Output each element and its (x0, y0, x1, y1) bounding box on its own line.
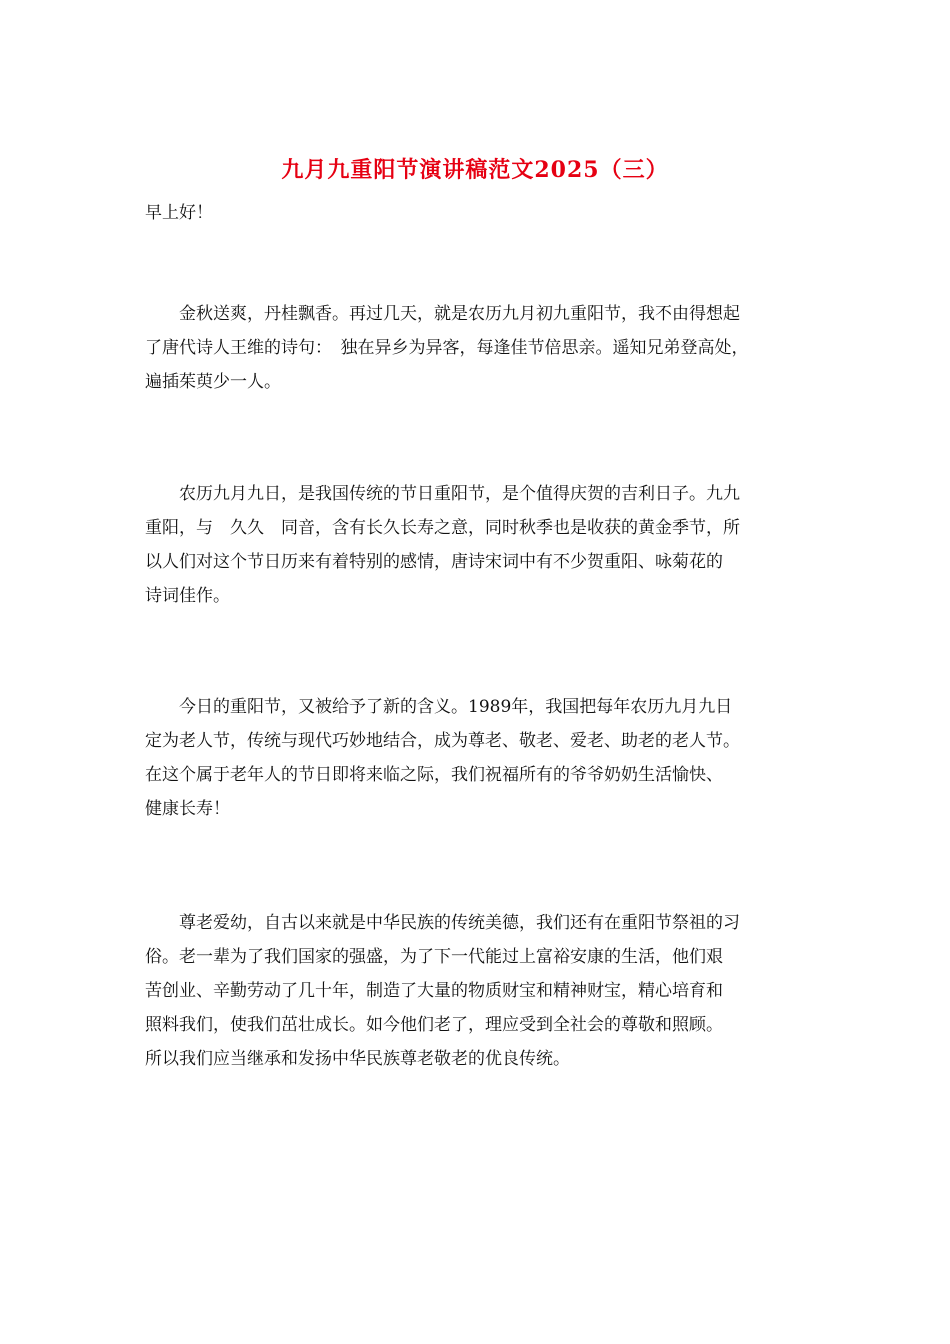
paragraph-line: 在这个属于老年人的节日即将来临之际，我们祝福所有的爷爷奶奶生活愉快、 (145, 765, 723, 785)
paragraph-line: 重阳，与 久久 同音，含有长久长寿之意，同时秋季也是收获的黄金季节，所 (145, 518, 740, 538)
paragraph-line: 定为老人节，传统与现代巧妙地结合，成为尊老、敬老、爱老、助老的老人节。 (145, 731, 740, 751)
paragraph-line: 今日的重阳节，又被给予了新的含义。1989年，我国把每年农历九月九日 (145, 697, 733, 717)
paragraph-line: 诗词佳作。 (145, 586, 230, 606)
paragraph-line: 遍插茱萸少一人。 (145, 372, 281, 392)
paragraph-line: 所以我们应当继承和发扬中华民族尊老敬老的优良传统。 (145, 1049, 570, 1069)
paragraph-1 (145, 297, 825, 399)
paragraph-line: 照料我们，使我们茁壮成长。如今他们老了，理应受到全社会的尊敬和照顾。 (145, 1015, 723, 1035)
paragraph-3 (145, 690, 825, 826)
greeting-line: 早上好！ (145, 203, 213, 223)
paragraph-line: 以人们对这个节日历来有着特别的感情，唐诗宋词中有不少贺重阳、咏菊花的 (145, 552, 723, 572)
paragraph-line: 了唐代诗人王维的诗句： 独在异乡为异客，每逢佳节倍思亲。遥知兄弟登高处， (145, 338, 749, 358)
paragraph-2 (145, 477, 825, 613)
paragraph-line: 健康长寿！ (145, 799, 230, 819)
document-title: 九月九重阳节演讲稿范文2025（三） (281, 157, 669, 183)
paragraph-line: 俗。老一辈为了我们国家的强盛，为了下一代能过上富裕安康的生活，他们艰 (145, 947, 723, 967)
paragraph-line: 金秋送爽，丹桂飘香。再过几天，就是农历九月初九重阳节，我不由得想起 (145, 304, 740, 324)
paragraph-line: 农历九月九日，是我国传统的节日重阳节，是个值得庆贺的吉利日子。九九 (145, 484, 740, 504)
paragraph-line: 苦创业、辛勤劳动了几十年，制造了大量的物质财宝和精神财宝，精心培育和 (145, 981, 723, 1001)
paragraph-4 (145, 906, 825, 1076)
paragraph-line: 尊老爱幼，自古以来就是中华民族的传统美德，我们还有在重阳节祭祖的习 (145, 913, 740, 933)
